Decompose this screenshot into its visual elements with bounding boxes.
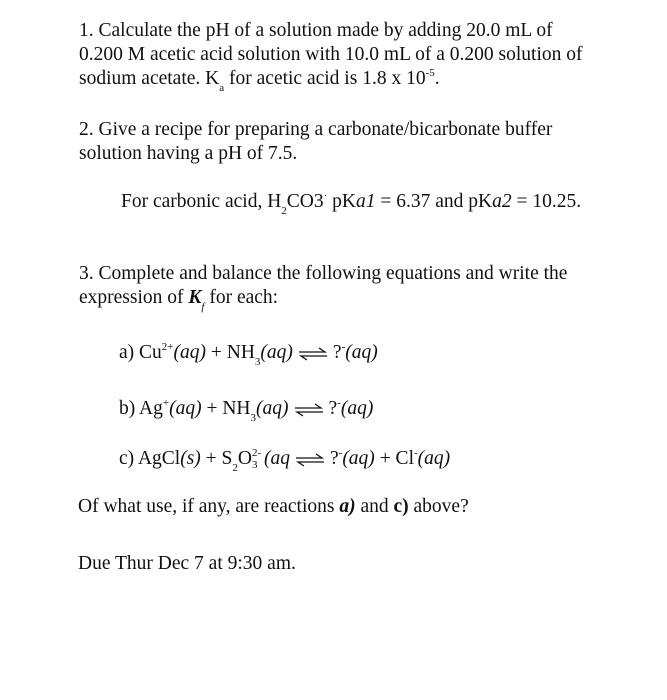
use-end: above? [408,496,469,517]
cu-phase: (aq) [173,342,206,363]
kf-intro: expression of [79,287,189,308]
question-1-line-2: 0.200 M acetic acid solution with 10.0 mL of a 0.200 solution of [79,44,583,65]
question-2-line-1: 2. Give a recipe for preparing a carbonate/bicarbonate buffer [79,119,553,140]
equilibrium-arrow-icon [294,453,326,467]
ka-text: sodium acetate. K [79,68,220,89]
due-date: Due Thur Dec 7 at 9:30 am. [78,553,296,574]
use-and: and [355,496,394,517]
product-charge: - [338,446,343,459]
cl-charge: - [413,446,418,459]
equation-c [119,446,451,474]
product-unknown: ? [329,448,339,469]
ag-charge: + [162,396,170,409]
carbonic-text: For carbonic acid, H [121,191,282,212]
ka-value-text: for acetic acid is 1.8 x 10 [224,68,426,89]
eq-b-label: b) Ag [119,398,163,419]
ag-phase: (aq) [169,398,202,419]
product-phase: (aq) [345,342,378,363]
product-unknown: ? [328,398,338,419]
ka-subscript: a [219,81,225,94]
equilibrium-arrow-icon [297,347,329,361]
product-phase: (aq) [342,448,375,469]
reaction-a-ref: a) [339,496,356,517]
question-2 [79,118,552,166]
thiosulfate-phase: (aq [263,448,290,469]
kf-symbol: K [188,287,202,308]
product-unknown: ? [332,342,342,363]
plus-cl: + Cl [374,448,414,469]
eq-c-label: c) AgCl [119,448,181,469]
question-2-line-2: solution having a pH of 7.5. [79,143,298,164]
h-subscript: 2 [281,204,287,217]
question-1 [79,19,583,94]
o-text: O [237,448,252,469]
product-charge: - [337,396,341,409]
pka1-label: pKa1 [327,191,376,212]
product-charge: - [341,340,346,353]
use-text: Of what use, if any, are reactions [78,496,340,517]
plus-s: + S [200,448,233,469]
question-3-line-2 [79,286,567,313]
co3-text: CO3 [286,191,324,212]
product-phase: (aq) [340,398,374,419]
nh3-phase: (aq) [256,398,289,419]
plus-nh: + NH [206,342,255,363]
question-1-line-1: 1. Calculate the pH of a solution made by adding 20.0 mL of [79,20,553,41]
eq-a-label: a) Cu [119,342,162,363]
thiosulfate-charge-stack: 3 2- [251,447,262,471]
question-3-line-1: 3. Complete and balance the following equations and write the [79,263,568,284]
reaction-c-ref: c) [393,496,409,517]
cl-phase: (aq) [417,448,451,469]
use-question [78,495,469,519]
equation-a [119,340,378,368]
question-1-line-3 [79,66,583,94]
pka-values: = 6.37 and pKa2 = 10.25. [375,191,582,212]
kf-subscript: f [201,300,205,313]
nh3-subscript: 3 [250,411,257,424]
dot: · [323,189,328,202]
agcl-phase: (s) [180,448,201,469]
question-3 [79,262,568,313]
s-subscript: 2 [232,461,238,474]
kf-end: for each: [204,287,279,308]
nh3-phase: (aq) [260,342,293,363]
nh3-subscript: 3 [254,355,261,368]
cu-charge: 2+ [161,340,174,353]
equation-b [119,396,374,424]
carbonic-acid-info [121,189,582,217]
equilibrium-arrow-icon [293,403,325,417]
period: . [434,68,440,89]
ka-exponent: -5 [425,66,435,79]
plus-nh: + NH [201,398,251,419]
